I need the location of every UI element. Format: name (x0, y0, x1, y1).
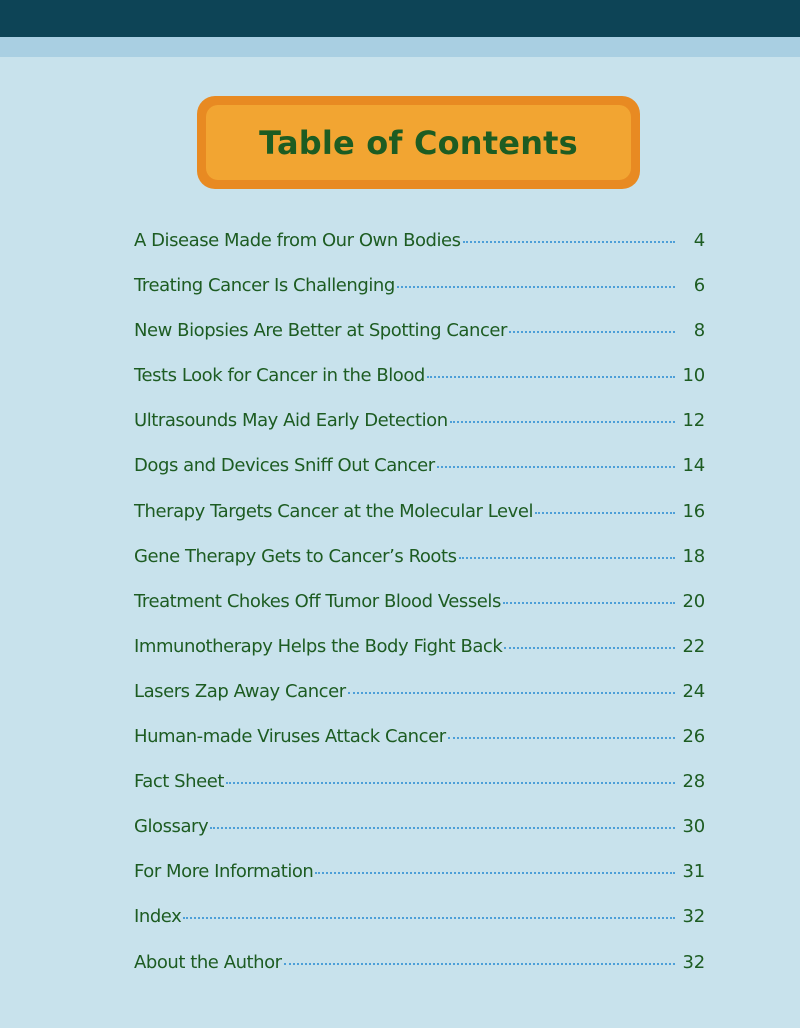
toc-leader-dots (448, 737, 675, 739)
header-stripe (0, 37, 800, 57)
toc-leader-dots (284, 963, 675, 965)
toc-entry[interactable] (134, 722, 705, 767)
toc-leader-dots (210, 827, 675, 829)
toc-entry-title: Gene Therapy Gets to Cancer’s Roots (134, 545, 457, 567)
toc-page-number: 20 (682, 590, 705, 612)
title-banner (197, 96, 640, 189)
toc-entry[interactable] (134, 361, 705, 406)
toc-page-number: 18 (682, 545, 705, 567)
toc-entry-title: Human-made Viruses Attack Cancer (134, 726, 446, 748)
toc-entry-title: Ultrasounds May Aid Early Detection (134, 410, 448, 432)
toc-leader-dots (183, 917, 675, 919)
toc-leader-dots (437, 466, 675, 468)
toc-entry[interactable] (134, 226, 705, 271)
toc-page-number: 14 (682, 455, 705, 477)
toc-entry[interactable] (134, 677, 705, 722)
toc-leader-dots (450, 421, 675, 423)
toc-page-number: 31 (682, 861, 705, 883)
header-band (0, 0, 800, 37)
toc-entry[interactable] (134, 812, 705, 857)
toc-entry-title: Index (134, 906, 182, 928)
toc-leader-dots (348, 692, 675, 694)
toc-leader-dots (459, 557, 675, 559)
toc-leader-dots (504, 647, 675, 649)
table-of-contents (134, 226, 705, 993)
toc-entry-title: Treatment Chokes Off Tumor Blood Vessels (134, 590, 501, 612)
toc-page-number: 4 (693, 230, 705, 251)
toc-entry-title: For More Information (134, 861, 314, 883)
toc-entry-title: New Biopsies Are Better at Spotting Cancer (134, 320, 507, 342)
page-title: Table of Contents (259, 123, 578, 162)
title-banner-inner (206, 105, 631, 180)
toc-entry[interactable] (134, 857, 705, 902)
toc-leader-dots (315, 872, 675, 874)
toc-leader-dots (509, 331, 675, 333)
toc-entry[interactable] (134, 406, 705, 451)
toc-page-number: 22 (682, 635, 705, 657)
toc-page-number: 30 (682, 816, 705, 838)
toc-entry[interactable] (134, 767, 705, 812)
toc-leader-dots (503, 602, 675, 604)
toc-entry[interactable] (134, 316, 705, 361)
toc-entry-title: A Disease Made from Our Own Bodies (134, 230, 461, 251)
toc-entry-title: Tests Look for Cancer in the Blood (134, 365, 425, 387)
toc-leader-dots (427, 376, 675, 378)
toc-leader-dots (397, 286, 675, 288)
toc-entry[interactable] (134, 451, 705, 496)
toc-entry-title: Lasers Zap Away Cancer (134, 680, 346, 702)
toc-leader-dots (535, 512, 675, 514)
toc-entry[interactable] (134, 542, 705, 587)
toc-entry[interactable] (134, 902, 705, 947)
toc-page-number: 12 (682, 410, 705, 432)
toc-page-number: 10 (682, 365, 705, 387)
toc-entry-title: Fact Sheet (134, 771, 224, 793)
toc-entry-title: Treating Cancer Is Challenging (134, 275, 395, 297)
toc-page-number: 32 (682, 906, 705, 928)
toc-entry[interactable] (134, 948, 705, 993)
toc-leader-dots (463, 241, 675, 243)
toc-page-number: 16 (682, 500, 705, 522)
toc-page-number: 28 (682, 771, 705, 793)
toc-entry-title: Dogs and Devices Sniff Out Cancer (134, 455, 435, 477)
toc-entry[interactable] (134, 271, 705, 316)
toc-entry-title: Therapy Targets Cancer at the Molecular Level (134, 500, 534, 522)
toc-entry-title: About the Author (134, 951, 282, 973)
toc-entry[interactable] (134, 587, 705, 632)
toc-page-number: 24 (682, 680, 705, 702)
toc-leader-dots (226, 782, 675, 784)
toc-entry-title: Glossary (134, 816, 209, 838)
toc-entry[interactable] (134, 632, 705, 677)
toc-page-number: 32 (682, 951, 705, 973)
toc-page-number: 26 (682, 726, 705, 748)
toc-entry-title: Immunotherapy Helps the Body Fight Back (134, 635, 503, 657)
toc-page-number: 6 (693, 275, 705, 297)
toc-page-number: 8 (693, 320, 705, 342)
toc-entry[interactable] (134, 497, 705, 542)
